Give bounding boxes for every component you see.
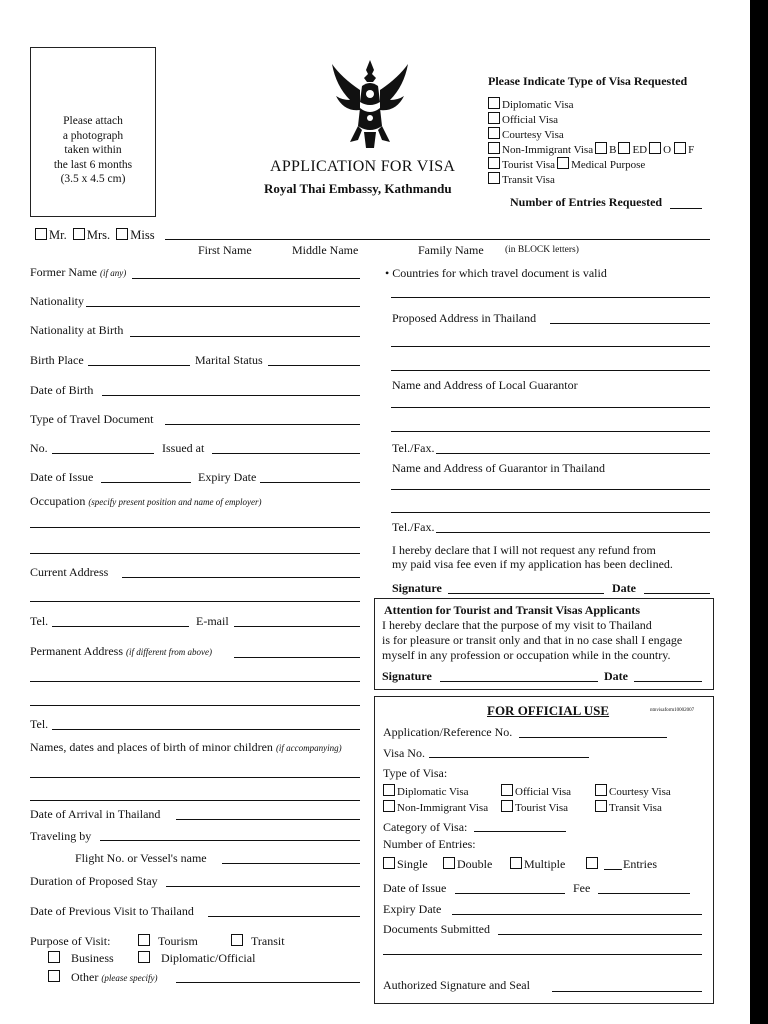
official-visa-type-label: Type of Visa: [383, 766, 448, 780]
occupation-field-1[interactable] [30, 527, 360, 528]
purpose-tourism[interactable]: Tourism [138, 934, 198, 949]
purpose-diplomatic[interactable]: Diplomatic/Official [138, 951, 255, 966]
category-field[interactable] [474, 831, 566, 832]
date-label: Date [612, 581, 636, 595]
expiry-date-label: Expiry Date [198, 470, 257, 484]
date-field[interactable] [644, 593, 710, 594]
checkbox[interactable] [488, 127, 500, 139]
travel-doc-label: Type of Travel Document [30, 412, 154, 426]
nationality-birth-label: Nationality at Birth [30, 323, 124, 337]
checkbox-diplomatic[interactable] [138, 951, 150, 963]
entries-requested-label: Number of Entries Requested [510, 195, 663, 209]
entries-double[interactable]: Double [443, 857, 492, 872]
first-name-label: First Name [198, 243, 252, 257]
former-name-label: Former Name (if any) [30, 265, 127, 279]
fee-label: Fee [573, 881, 591, 895]
attention-date-label: Date [604, 669, 628, 683]
checkbox[interactable] [501, 784, 513, 796]
visa-type-heading: Please Indicate Type of Visa Requested [488, 74, 688, 88]
photo-box[interactable] [30, 47, 156, 217]
minors-field-1[interactable] [30, 777, 360, 778]
other-purpose-field[interactable] [176, 982, 360, 983]
telfax1-label: Tel./Fax. [392, 441, 435, 455]
traveling-by-field[interactable] [100, 840, 360, 841]
occupation-label: Occupation (specify present position and name of employer) [30, 494, 262, 508]
form-code: ntnvisaform10002007 [650, 708, 695, 713]
birth-place-field[interactable] [88, 365, 190, 366]
nationality-birth-field[interactable] [130, 336, 360, 337]
checkbox-business[interactable] [48, 951, 60, 963]
entries-multiple[interactable]: Multiple [510, 857, 565, 872]
perm-address-field-2[interactable] [30, 681, 360, 682]
official-transit[interactable]: Transit Visa [595, 800, 662, 814]
local-guarantor-field-1[interactable] [391, 407, 710, 408]
tel2-field[interactable] [52, 729, 360, 730]
documents-field-2[interactable] [383, 954, 702, 955]
documents-label: Documents Submitted [383, 922, 490, 936]
checkbox-ed[interactable] [618, 142, 630, 154]
expiry-date-field[interactable] [260, 482, 360, 483]
telfax2-field[interactable] [436, 532, 710, 533]
arrival-field[interactable] [176, 819, 360, 820]
date-issue-field[interactable] [101, 482, 191, 483]
dob-label: Date of Birth [30, 383, 94, 397]
middle-name-label: Middle Name [292, 243, 359, 257]
checkbox[interactable] [595, 800, 607, 812]
photo-instructions: Please attach a photograph taken within the last 6 months (3.5 x 4.5 cm) [53, 115, 133, 185]
tel-label: Tel. [30, 614, 49, 628]
full-name-field[interactable] [165, 239, 710, 240]
entries-count-label: Entries [623, 857, 657, 871]
entries-single[interactable]: Single [383, 857, 428, 872]
flight-label: Flight No. or Vessel's name [75, 851, 207, 865]
birth-place-label: Birth Place [30, 353, 84, 367]
auth-signature-field[interactable] [552, 991, 702, 992]
visa-option-diplomatic[interactable]: Diplomatic Visa [488, 97, 574, 111]
current-address-field-1[interactable] [122, 577, 360, 578]
page-edge-shadow [750, 0, 768, 1024]
auth-signature-label: Authorized Signature and Seal [383, 978, 530, 992]
address-thailand-field-3[interactable] [391, 370, 710, 371]
checkbox[interactable] [595, 784, 607, 796]
visa-option-official[interactable]: Official Visa [488, 112, 558, 126]
minors-field-2[interactable] [30, 800, 360, 801]
occupation-field-2[interactable] [30, 553, 360, 554]
checkbox[interactable] [383, 857, 395, 869]
official-use-title: FOR OFFICIAL USE [487, 703, 610, 718]
title-options[interactable]: Mr. Mrs. Miss [35, 228, 155, 243]
visa-no-field[interactable] [429, 757, 589, 758]
official-tourist[interactable]: Tourist Visa [501, 800, 568, 814]
attention-date-field[interactable] [634, 681, 702, 682]
attention-line3: myself in any profession or occupation while in the country. [382, 648, 671, 662]
purpose-label: Purpose of Visit: [30, 934, 111, 948]
official-date-issue-field[interactable] [455, 893, 565, 894]
official-official[interactable]: Official Visa [501, 784, 571, 798]
category-label: Category of Visa: [383, 820, 468, 834]
attention-line2: is for pleasure or transit only and that in no case shall I engage [382, 633, 683, 647]
countries-field[interactable] [391, 297, 710, 298]
official-non-immigrant[interactable]: Non-Immigrant Visa [383, 800, 488, 814]
checkbox-f[interactable] [674, 142, 686, 154]
perm-address-field-3[interactable] [30, 705, 360, 706]
marital-status-field[interactable] [268, 365, 360, 366]
countries-label: • Countries for which travel document is valid [385, 266, 607, 280]
visa-option-tourist[interactable]: Tourist Visa Medical Purpose [488, 157, 645, 171]
visa-option-courtesy[interactable]: Courtesy Visa [488, 127, 564, 141]
app-ref-label: Application/Reference No. [383, 725, 513, 739]
app-ref-field[interactable] [519, 737, 667, 738]
checkbox-mr[interactable] [35, 228, 47, 240]
purpose-transit[interactable]: Transit [231, 934, 285, 949]
checkbox-b[interactable] [595, 142, 607, 154]
traveling-by-label: Traveling by [30, 829, 92, 843]
official-expiry-label: Expiry Date [383, 902, 442, 916]
minors-label: Names, dates and places of birth of minor children (if accompanying) [30, 740, 342, 754]
page-title: APPLICATION FOR VISA [270, 158, 456, 175]
official-entries-label: Number of Entries: [383, 837, 476, 851]
perm-address-field-1[interactable] [234, 657, 360, 658]
checkbox[interactable] [443, 857, 455, 869]
checkbox[interactable] [510, 857, 522, 869]
address-thailand-label: Proposed Address in Thailand [392, 311, 537, 325]
refund-declaration-line2: my paid visa fee even if my application has been declined. [392, 557, 673, 571]
duration-label: Duration of Proposed Stay [30, 874, 158, 888]
official-expiry-field[interactable] [452, 914, 702, 915]
nationality-label: Nationality [30, 294, 84, 308]
refund-declaration-line1: I hereby declare that I will not request any refund from [392, 543, 656, 557]
checkbox[interactable] [586, 857, 598, 869]
prev-visit-field[interactable] [208, 916, 360, 917]
visa-no-label: Visa No. [383, 746, 425, 760]
checkbox-medical[interactable] [557, 157, 569, 169]
dob-field[interactable] [102, 395, 360, 396]
family-name-label: Family Name [418, 243, 484, 257]
attention-signature-label: Signature [382, 669, 432, 683]
address-thailand-field-1[interactable] [550, 323, 710, 324]
garuda-emblem-icon [328, 56, 412, 152]
email-label: E-mail [196, 614, 229, 628]
marital-status-label: Marital Status [195, 353, 263, 367]
date-issue-label: Date of Issue [30, 470, 94, 484]
tel2-label: Tel. [30, 717, 49, 731]
checkbox[interactable] [383, 784, 395, 796]
guarantor-thailand-field-1[interactable] [391, 489, 710, 490]
checkbox[interactable] [488, 112, 500, 124]
guarantor-thailand-field-2[interactable] [391, 512, 710, 513]
checkbox[interactable] [488, 97, 500, 109]
documents-field-1[interactable] [498, 934, 702, 935]
checkbox[interactable] [488, 142, 500, 154]
embassy-subtitle: Royal Thai Embassy, Kathmandu [264, 181, 452, 196]
checkbox[interactable] [488, 172, 500, 184]
duration-field[interactable] [166, 886, 360, 887]
visa-option-non-immigrant[interactable]: Non-Immigrant Visa B ED O F [488, 142, 694, 156]
entries-count-field[interactable] [604, 869, 622, 870]
purpose-other[interactable]: Other (please specify) [48, 970, 158, 985]
purpose-business[interactable]: Business [48, 951, 114, 966]
signature-field[interactable] [448, 593, 604, 594]
arrival-label: Date of Arrival in Thailand [30, 807, 161, 821]
issued-at-label: Issued at [162, 441, 205, 455]
issued-at-field[interactable] [212, 453, 360, 454]
block-letters-note: (in BLOCK letters) [505, 245, 579, 255]
fee-field[interactable] [598, 893, 690, 894]
checkbox[interactable] [383, 800, 395, 812]
entries-count[interactable] [586, 857, 600, 872]
attention-title: Attention for Tourist and Transit Visas Applicants [384, 603, 641, 617]
checkbox-tourism[interactable] [138, 934, 150, 946]
local-guarantor-label: Name and Address of Local Guarantor [392, 378, 578, 392]
local-guarantor-field-2[interactable] [391, 431, 710, 432]
prev-visit-label: Date of Previous Visit to Thailand [30, 904, 194, 918]
entries-requested-field[interactable] [670, 208, 702, 209]
current-address-label: Current Address [30, 565, 109, 579]
guarantor-thailand-label: Name and Address of Guarantor in Thailand [392, 461, 606, 475]
tel-field[interactable] [52, 626, 189, 627]
current-address-field-2[interactable] [30, 601, 360, 602]
flight-field[interactable] [222, 863, 360, 864]
official-courtesy[interactable]: Courtesy Visa [595, 784, 671, 798]
perm-address-label: Permanent Address (if different from above) [30, 644, 213, 658]
email-field[interactable] [234, 626, 360, 627]
checkbox-o[interactable] [649, 142, 661, 154]
visa-option-transit[interactable]: Transit Visa [488, 172, 555, 186]
doc-number-label: No. [30, 441, 48, 455]
former-name-field[interactable] [132, 278, 360, 279]
signature-label: Signature [392, 581, 442, 595]
travel-doc-field[interactable] [165, 424, 360, 425]
attention-line1: I hereby declare that the purpose of my visit to Thailand [382, 618, 652, 632]
telfax2-label: Tel./Fax. [392, 520, 435, 534]
address-thailand-field-2[interactable] [391, 346, 710, 347]
doc-number-field[interactable] [52, 453, 154, 454]
nationality-field[interactable] [86, 306, 360, 307]
checkbox[interactable] [501, 800, 513, 812]
checkbox-mrs[interactable] [73, 228, 85, 240]
checkbox-transit[interactable] [231, 934, 243, 946]
official-date-issue-label: Date of Issue [383, 881, 447, 895]
checkbox-other[interactable] [48, 970, 60, 982]
official-diplomatic[interactable]: Diplomatic Visa [383, 784, 469, 798]
checkbox[interactable] [488, 157, 500, 169]
checkbox-miss[interactable] [116, 228, 128, 240]
attention-signature-field[interactable] [440, 681, 598, 682]
telfax1-field[interactable] [436, 453, 710, 454]
